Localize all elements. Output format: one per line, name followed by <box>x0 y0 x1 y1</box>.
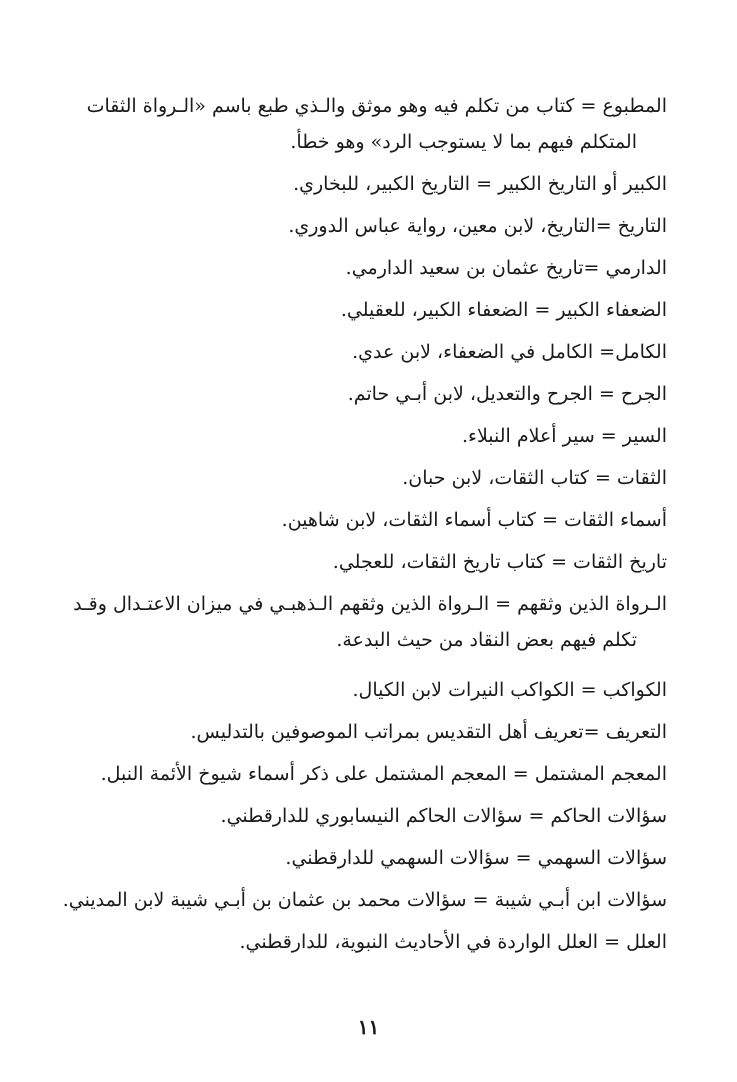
list-item: سؤالات السهمي = سؤالات السهمي للدارقطني. <box>285 847 667 869</box>
list-item: التاريخ =التاريخ، لابن معين، رواية عباس الدوري. <box>288 215 667 237</box>
list-item: أسماء الثقات = كتاب أسماء الثقات، لابن شاهين. <box>281 509 667 531</box>
list-item: سؤالات ابن أبـي شيبة = سؤالات محمد بن عثمان بن أبـي شيبة لابن المديني. <box>62 889 667 911</box>
abbreviations-list <box>60 88 667 966</box>
list-item: الضعفاء الكبير = الضعفاء الكبير، للعقيلي. <box>340 299 667 321</box>
list-item: العلل = العلل الواردة في الأحاديث النبوية، للدارقطني. <box>239 931 667 953</box>
list-item: التعريف =تعريف أهل التقديس بمراتب الموصوفين بالتدليس. <box>190 721 667 743</box>
list-item: الـرواة الذين وثقهم = الـرواة الذين وثقهم الـذهبـي في ميزان الاعتـدال وقـد تكلم فيهم بعض النقاد من حيث البدعة. <box>73 593 667 651</box>
list-item: تاريخ الثقات = كتاب تاريخ الثقات، للعجلي. <box>332 551 667 573</box>
page-number: ١١ <box>357 1015 380 1039</box>
list-item: الكبير أو التاريخ الكبير = التاريخ الكبير، للبخاري. <box>293 173 667 195</box>
list-item: السير = سير أعلام النبلاء. <box>461 425 667 447</box>
list-item: المعجم المشتمل = المعجم المشتمل على ذكر أسماء شيوخ الأئمة النبل. <box>100 763 667 785</box>
list-item: المطبوع = كتاب من تكلم فيه وهو موثق والـذي طبع باسم «الـرواة الثقات المتكلم فيهم بما لا يستوجب الرد» وهو خطأ. <box>86 95 667 153</box>
list-item: الدارمي =تاريخ عثمان بن سعيد الدارمي. <box>345 257 667 279</box>
list-item: الكواكب = الكواكب النيرات لابن الكيال. <box>352 679 667 701</box>
list-item: الكامل= الكامل في الضعفاء، لابن عدي. <box>352 341 667 363</box>
list-item: الجرح = الجرح والتعديل، لابن أبـي حاتم. <box>347 383 667 405</box>
list-item: سؤالات الحاكم = سؤالات الحاكم النيسابوري للدارقطني. <box>220 805 667 827</box>
list-item: الثقات = كتاب الثقات، لابن حبان. <box>402 467 667 489</box>
